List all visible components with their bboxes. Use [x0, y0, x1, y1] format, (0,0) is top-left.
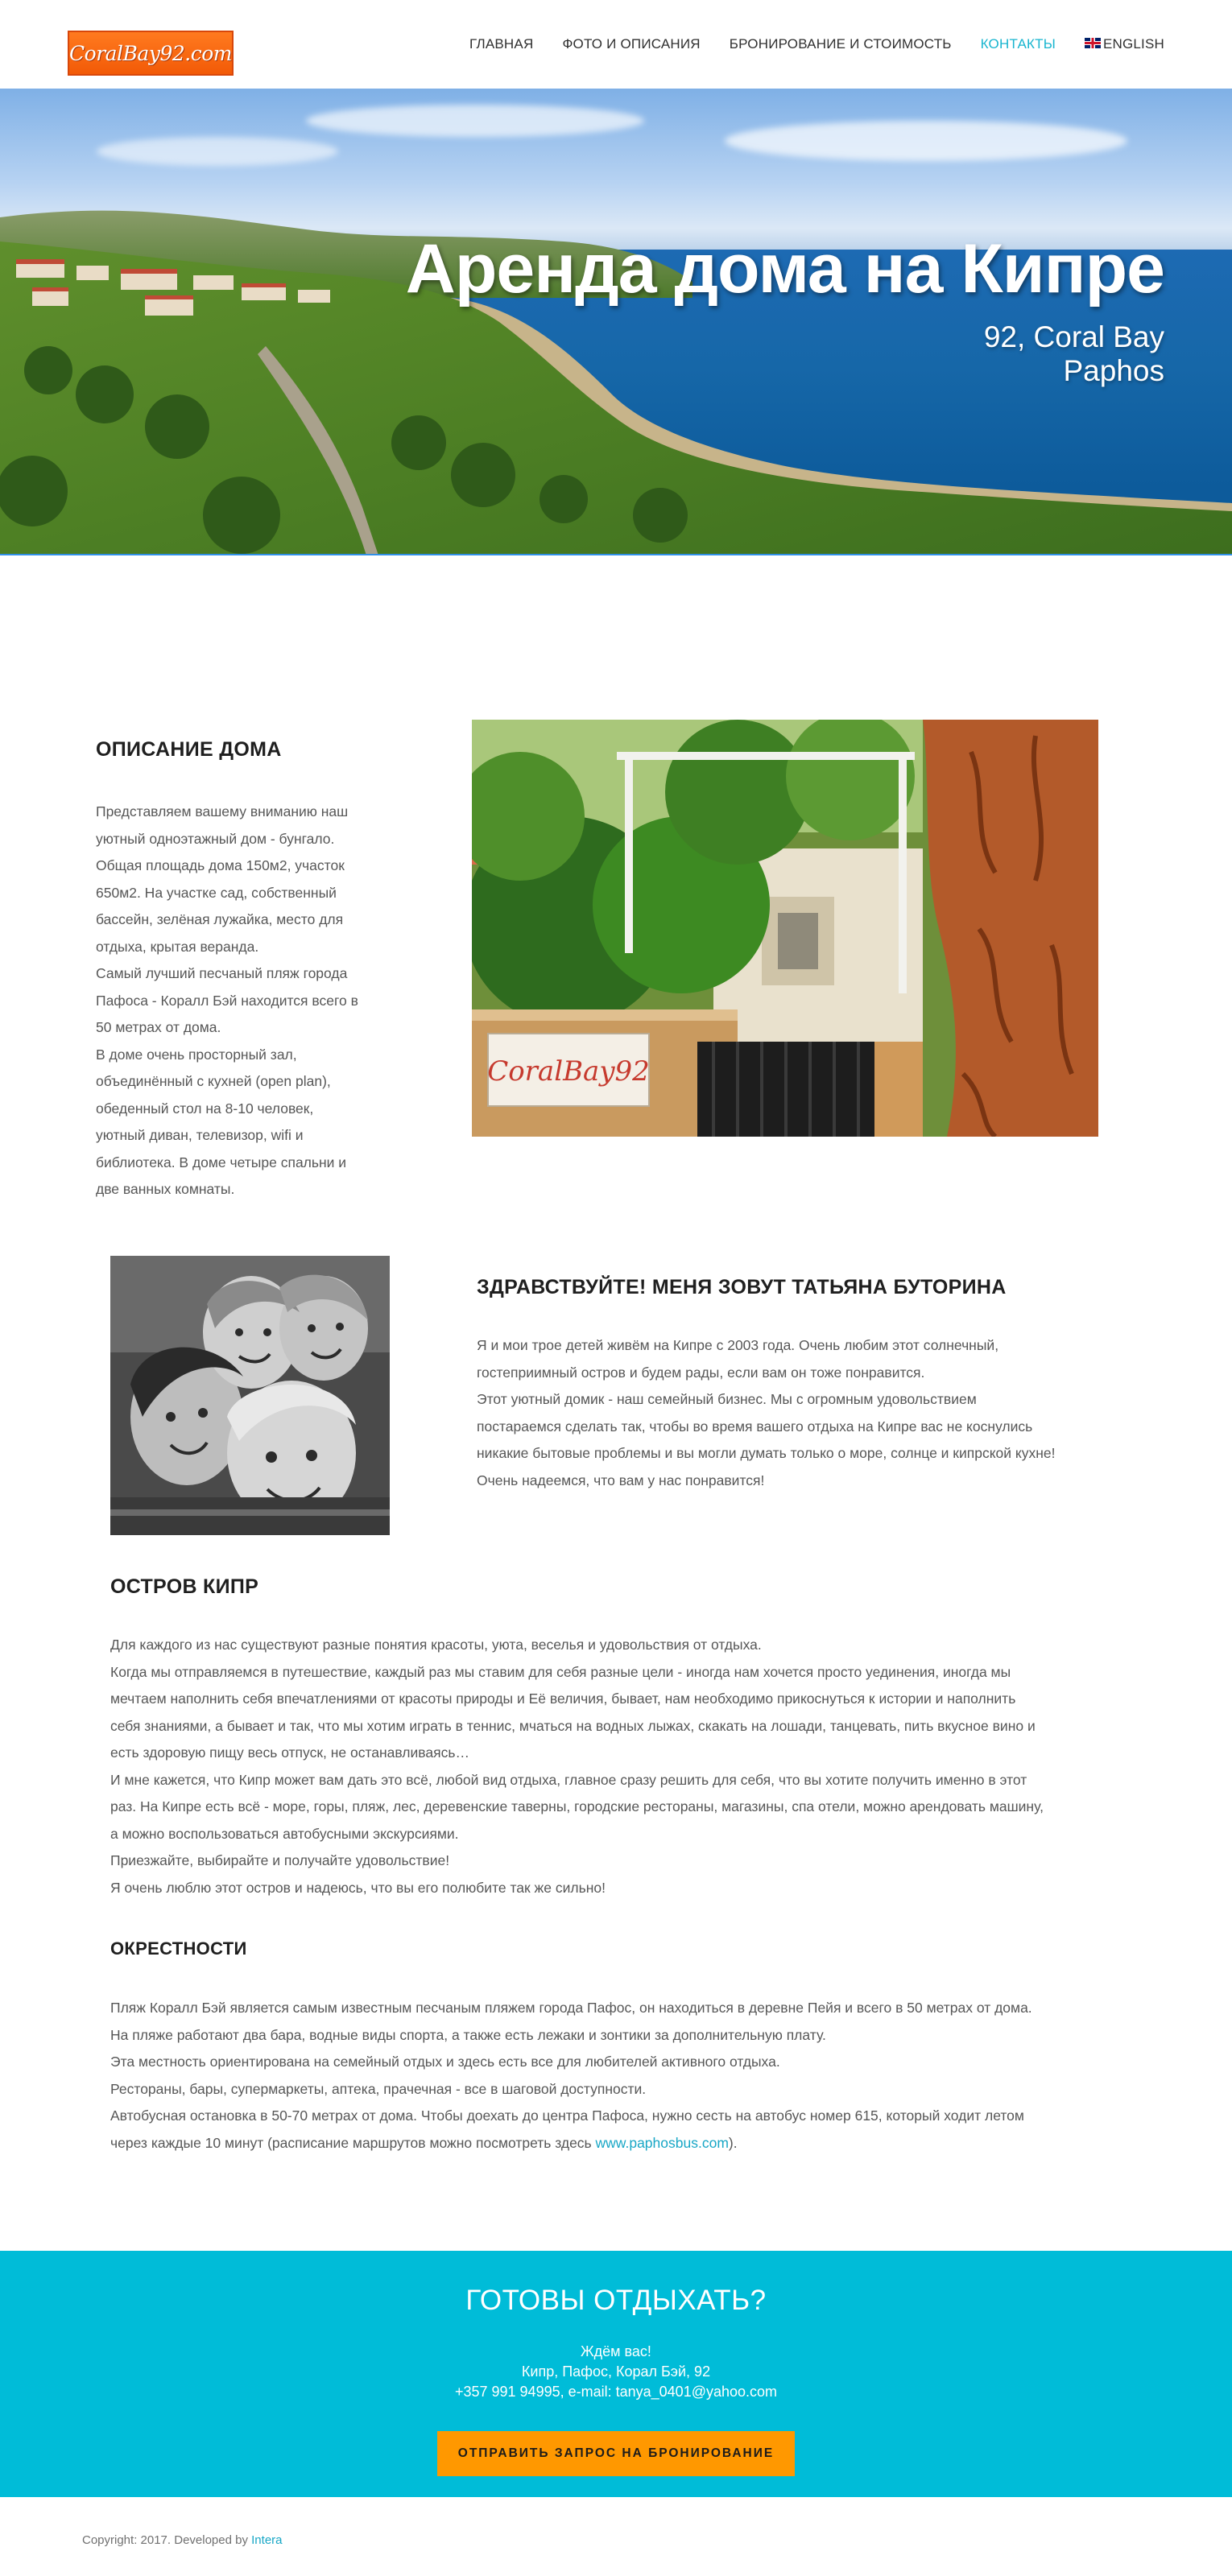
cloud-shape [97, 137, 338, 166]
main-nav [440, 33, 1164, 56]
logo-text: CoralBay92.com [69, 41, 232, 65]
text-line: Общая площадь дома 150м2, участок [96, 857, 345, 873]
text-line: 650м2. На участке сад, собственный [96, 884, 337, 901]
cloud-shape [725, 121, 1127, 161]
text-line: постараемся сделать так, чтобы во время вашего отдыха на Кипре вас не коснулись [477, 1418, 1033, 1435]
text-line: никакие бытовые проблемы и вы могли думать только о море, солнце и кипрской кухне! [477, 1445, 1056, 1461]
nav-item-english-label: ENGLISH [1102, 36, 1164, 52]
text-line: отдыха, крытая веранда. [96, 938, 259, 955]
cta-line: Ждём вас! [581, 2343, 651, 2359]
uk-flag-icon [1085, 38, 1101, 48]
link-suffix: ). [728, 2134, 738, 2151]
text-line: 50 метрах от дома. [96, 1019, 221, 1035]
text-line: мечтаем наполнить себя впечатлениями от красоты природы и Её величия, бывает, нам необходимо прикоснуться к истории и наполнить [110, 1690, 1016, 1707]
hero-subtitle [984, 320, 1164, 388]
developer-link[interactable]: Intera [251, 2533, 283, 2547]
text-line: И мне кажется, что Кипр может вам дать это всё, любой вид отдыха, главное сразу решить для себя, что вы хотите получить именно в этот [110, 1771, 1027, 1788]
family-photo [110, 1256, 390, 1535]
nav-item-home[interactable]: ГЛАВНАЯ [469, 36, 534, 52]
text-line-with-link [110, 2130, 1149, 2157]
text-line: две ванных комнаты. [96, 1181, 235, 1197]
house-gate-illustration [472, 720, 1098, 1137]
nav-item-english[interactable] [1085, 36, 1164, 52]
hero-subtitle-line: Paphos [1063, 354, 1164, 387]
cloud-shape [306, 105, 644, 137]
text-line: библиотека. В доме четыре спальни и [96, 1154, 347, 1170]
nav-item-photos[interactable]: ФОТО И ОПИСАНИЯ [562, 36, 701, 52]
surroundings-text [110, 1995, 1149, 2157]
text-line: обеденный стол на 8-10 человек, [96, 1100, 314, 1117]
text-line: бассейн, зелёная лужайка, место для [96, 911, 344, 927]
copyright-text: Copyright: 2017. Developed by [82, 2533, 252, 2547]
text-line: Рестораны, бары, супермаркеты, аптека, прачечная - все в шаговой доступности. [110, 2080, 647, 2097]
link-prefix: через каждые 10 минут (расписание маршрутов можно посмотреть здесь [110, 2134, 596, 2151]
about-heading: ЗДРАВСТВУЙТЕ! МЕНЯ ЗОВУТ ТАТЬЯНА БУТОРИНА [477, 1276, 1007, 1298]
text-line: Приезжайте, выбирайте и получайте удовольствие! [110, 1852, 450, 1868]
sign-text: CoralBay92 [487, 1055, 650, 1088]
surroundings-heading: ОКРЕСТНОСТИ [110, 1938, 247, 1959]
family-portrait-illustration [110, 1256, 390, 1535]
text-line: В доме очень просторный зал, [96, 1046, 297, 1063]
hero-banner [0, 89, 1232, 555]
text-line: Для каждого из нас существуют разные понятия красоты, уюта, веселья и удовольствия от отдыха. [110, 1637, 762, 1653]
hero-sky-band [0, 554, 1232, 555]
text-line: Представляем вашему вниманию наш [96, 803, 349, 819]
text-line: Пафоса - Коралл Бэй находится всего в [96, 992, 358, 1009]
hero-subtitle-line: 92, Coral Bay [983, 320, 1164, 353]
nav-item-booking[interactable]: БРОНИРОВАНИЕ И СТОИМОСТЬ [729, 36, 952, 52]
text-line: раз. На Кипре есть всё - море, горы, пляж, лес, деревенские таверны, городские рестораны, магазины, спа отели, можно арендовать машину, [110, 1798, 1044, 1814]
text-line: Я очень люблю этот остров и надеюсь, что вы его полюбите так же сильно! [110, 1879, 606, 1896]
text-line: На пляже работают два бара, водные виды спорта, а также есть лежаки и зонтики за дополнительную плату. [110, 2026, 826, 2043]
house-description [96, 799, 394, 1203]
island-heading: ОСТРОВ КИПР [110, 1575, 259, 1598]
site-header [0, 0, 1232, 89]
send-booking-request-button[interactable]: ОТПРАВИТЬ ЗАПРОС НА БРОНИРОВАНИЕ [437, 2431, 795, 2476]
cta-address: Кипр, Пафос, Корал Бэй, 92 [521, 2363, 711, 2380]
text-line: Самый лучший песчаный пляж города [96, 965, 348, 981]
site-logo[interactable] [68, 31, 234, 76]
text-line: Когда мы отправляемся в путешествие, каждый раз мы ставим для себя разные цели - иногда нам хочется просто уединения, иногда мы [110, 1663, 1011, 1680]
footer-copyright [82, 2533, 283, 2547]
text-line: уютный диван, телевизор, wifi и [96, 1127, 304, 1143]
text-line: Этот уютный домик - наш семейный бизнес. Мы с огромным удовольствием [477, 1391, 977, 1407]
text-line: есть здоровую пищу весь отпуск, не останавливаясь… [110, 1744, 469, 1761]
text-line: Очень надеемся, что вам у нас понравится! [477, 1472, 765, 1488]
nav-item-contacts[interactable]: КОНТАКТЫ [980, 36, 1056, 52]
hero-title: Аренда дома на Кипре [405, 230, 1164, 308]
paphosbus-link[interactable]: www.paphosbus.com [595, 2134, 729, 2151]
cta-title: ГОТОВЫ ОТДЫХАТЬ? [465, 2285, 767, 2316]
text-line: объединённый с кухней (open plan), [96, 1073, 331, 1089]
text-line: Я и мои трое детей живём на Кипре с 2003 года. Очень любим этот солнечный, [477, 1337, 999, 1353]
island-text [110, 1632, 1149, 1901]
text-line: Пляж Коралл Бэй является самым известным песчаным пляжем города Пафос, он находиться в деревне Пейя и всего в 50 метрах от дома. [110, 2000, 1032, 2016]
text-line: гостеприимный остров и будем рады, если вам он тоже понравится. [477, 1364, 925, 1381]
about-text [477, 1332, 1121, 1494]
cta-contacts: +357 991 94995, e-mail: tanya_0401@yahoo.com [454, 2384, 778, 2400]
text-line: Эта местность ориентирована на семейный отдых и здесь есть все для любителей активного отдыха. [110, 2054, 780, 2070]
house-gate-photo [472, 720, 1098, 1137]
house-heading: ОПИСАНИЕ ДОМА [96, 738, 282, 761]
booking-cta [0, 2251, 1232, 2497]
text-line: Автобусная остановка в 50-70 метрах от дома. Чтобы доехать до центра Пафоса, нужно сесть на автобус номер 615, который ходит летом [110, 2107, 1024, 2124]
text-line: а можно воспользоваться автобусными экскурсиями. [110, 1825, 459, 1842]
text-line: себя знаниями, а бывает и так, что мы хотим играть в теннис, мчаться на водных лыжах, скакать на лошади, танцевать, пить вкусное вино и [110, 1717, 1036, 1734]
text-line: уютный одноэтажный дом - бунгало. [96, 830, 335, 847]
